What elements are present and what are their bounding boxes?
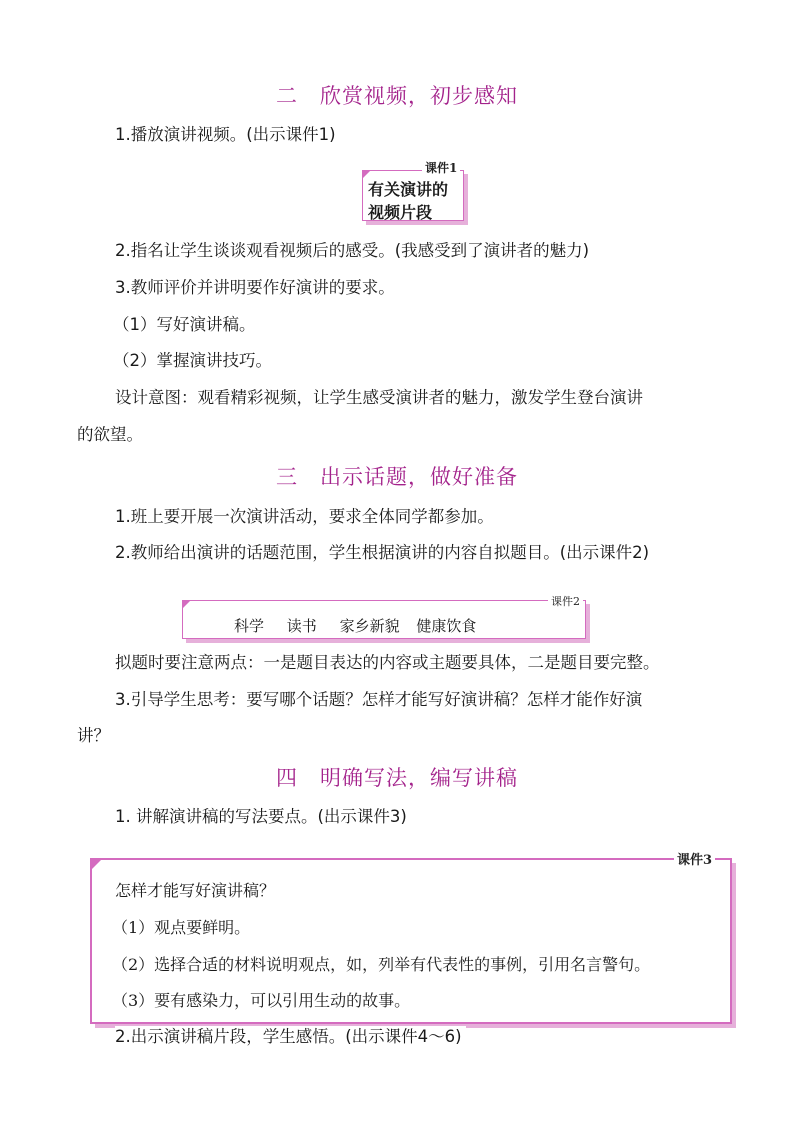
card-tag: 课件3 xyxy=(674,849,715,868)
section-number: 二 xyxy=(276,84,298,108)
text-line: 2.指名让学生谈谈观看视频后的感受。(我感受到了演讲者的魅力) xyxy=(115,241,590,260)
section-title: 明确写法，编写讲稿 xyxy=(320,766,518,790)
card-item: （3）要有感染力，可以引用生动的故事。 xyxy=(112,991,411,1010)
card-item: （2）选择合适的材料说明观点，如，列举有代表性的事例，引用名言警句。 xyxy=(112,955,651,974)
topic-item: 家乡新貌 xyxy=(339,617,400,635)
text-line: 3.引导学生思考：要写哪个话题？怎样才能写好演讲稿？怎样才能作好演 xyxy=(115,690,643,709)
card-item: （1）观点要鲜明。 xyxy=(112,918,251,937)
section-title: 欣赏视频，初步感知 xyxy=(320,84,518,108)
card-question: 怎样才能写好演讲稿？ xyxy=(115,881,276,900)
text-line: 讲？ xyxy=(77,726,110,745)
card-tag: 课件2 xyxy=(548,593,583,609)
text-line: 3.教师评价并讲明要作好演讲的要求。 xyxy=(115,278,395,297)
topic-item: 科学 xyxy=(234,617,265,635)
section-heading-4 xyxy=(0,762,794,792)
courseware-card-1 xyxy=(362,161,468,225)
text-line: 1. 讲解演讲稿的写法要点。(出示课件3) xyxy=(115,807,407,826)
courseware-card-3 xyxy=(90,853,736,1028)
section-heading-3 xyxy=(0,461,794,491)
text-line: 2.教师给出演讲的话题范围，学生根据演讲的内容自拟题目。(出示课件2) xyxy=(115,543,650,562)
topic-list xyxy=(234,615,476,636)
text-line: （2）掌握演讲技巧。 xyxy=(113,351,272,370)
card-corner-icon xyxy=(183,601,190,608)
card-corner-icon xyxy=(92,860,101,869)
text-line: 拟题时要注意两点：一是题目表达的内容或主题要具体，二是题目要完整。 xyxy=(115,653,660,672)
card-text-line: 有关演讲的 xyxy=(368,180,449,199)
text-line: 1.播放演讲视频。(出示课件1) xyxy=(115,125,336,144)
card-text-line: 视频片段 xyxy=(368,203,433,222)
section-number: 四 xyxy=(276,766,298,790)
card-tag: 课件1 xyxy=(422,159,460,176)
text-line: 1.班上要开展一次演讲活动，要求全体同学都参加。 xyxy=(115,507,494,526)
text-line: 2.出示演讲稿片段，学生感悟。(出示课件4～6) xyxy=(115,1026,466,1048)
topic-item: 读书 xyxy=(286,617,317,635)
section-heading-2 xyxy=(0,80,794,110)
text-line: （1）写好演讲稿。 xyxy=(113,315,256,334)
text-line: 设计意图：观看精彩视频，让学生感受演讲者的魅力，激发学生登台演讲 xyxy=(115,388,643,407)
courseware-card-2 xyxy=(182,595,590,643)
section-title: 出示话题，做好准备 xyxy=(320,465,518,489)
section-number: 三 xyxy=(276,465,298,489)
text-line: 的欲望。 xyxy=(77,425,143,444)
topic-item: 健康饮食 xyxy=(416,617,477,635)
